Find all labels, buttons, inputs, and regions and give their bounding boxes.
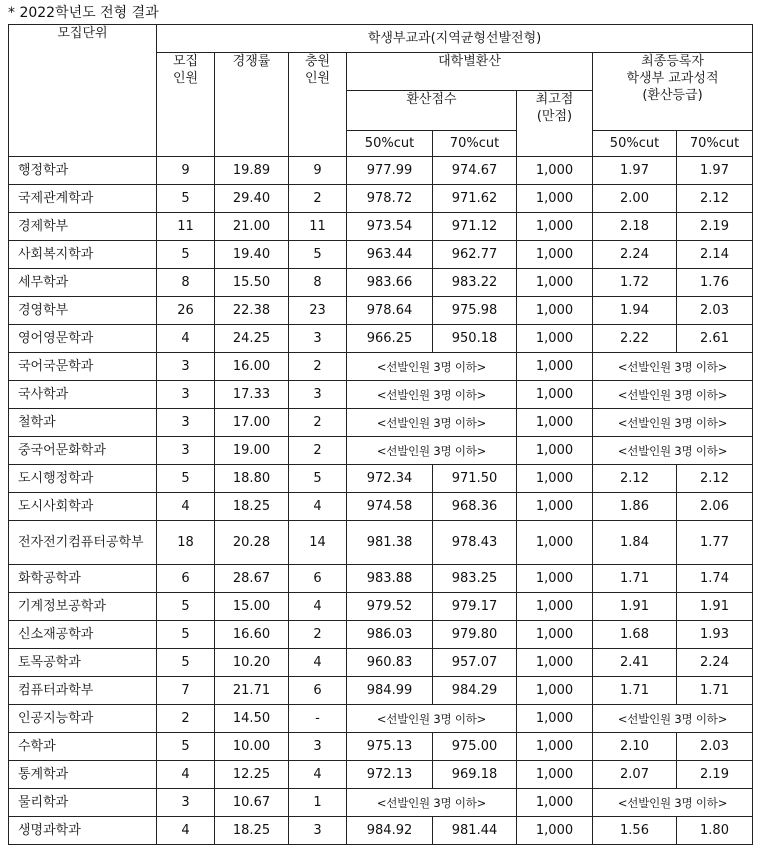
cell-extra: 8 [289, 269, 347, 297]
cell-unit: 행정학과 [9, 157, 157, 185]
cell-grade-50cut: 1.84 [593, 521, 677, 565]
cell-rate: 18.80 [215, 465, 289, 493]
cell-unit: 국제관계학과 [9, 185, 157, 213]
cell-score-70cut: 962.77 [433, 241, 517, 269]
cell-rate: 22.38 [215, 297, 289, 325]
cell-score-50cut: 977.99 [347, 157, 433, 185]
cell-unit: 도시행정학과 [9, 465, 157, 493]
header-track: 학생부교과(지역균형선발전형) [157, 25, 753, 53]
cell-score-note: <선발인원 3명 이하> [347, 705, 517, 733]
cell-extra: 5 [289, 465, 347, 493]
cell-grade-50cut: 2.18 [593, 213, 677, 241]
cell-score-50cut: 963.44 [347, 241, 433, 269]
cell-unit: 경제학부 [9, 213, 157, 241]
cell-quota: 5 [157, 649, 215, 677]
cell-rate: 16.60 [215, 621, 289, 649]
cell-extra: 3 [289, 325, 347, 353]
cell-max: 1,000 [517, 789, 593, 817]
cell-score-50cut: 978.64 [347, 297, 433, 325]
cell-rate: 12.25 [215, 761, 289, 789]
cell-score-70cut: 971.50 [433, 465, 517, 493]
cell-unit: 철학과 [9, 409, 157, 437]
cell-score-70cut: 978.43 [433, 521, 517, 565]
cell-extra: 5 [289, 241, 347, 269]
cell-rate: 18.25 [215, 493, 289, 521]
admission-results-table [8, 24, 753, 845]
table-row [9, 297, 753, 325]
page-title: * 2022학년도 전형 결과 [8, 5, 159, 21]
cell-grade-50cut: 2.12 [593, 465, 677, 493]
cell-score-70cut: 971.12 [433, 213, 517, 241]
header-quota: 모집 인원 [157, 53, 215, 157]
cell-max: 1,000 [517, 353, 593, 381]
cell-grade-50cut: 1.94 [593, 297, 677, 325]
cell-extra: 9 [289, 157, 347, 185]
table-row [9, 789, 753, 817]
cell-quota: 3 [157, 437, 215, 465]
cell-extra: 2 [289, 437, 347, 465]
cell-score-70cut: 983.25 [433, 565, 517, 593]
cell-quota: 2 [157, 705, 215, 733]
cell-grade-70cut: 2.19 [677, 761, 753, 789]
table-row [9, 761, 753, 789]
cell-grade-70cut: 2.12 [677, 465, 753, 493]
table-row [9, 817, 753, 845]
cell-max: 1,000 [517, 465, 593, 493]
header-grade-50cut: 50%cut [593, 131, 677, 157]
cell-max: 1,000 [517, 817, 593, 845]
cell-score-note: <선발인원 3명 이하> [347, 437, 517, 465]
cell-rate: 29.40 [215, 185, 289, 213]
cell-unit: 화학공학과 [9, 565, 157, 593]
cell-grade-70cut: 1.77 [677, 521, 753, 565]
cell-score-70cut: 969.18 [433, 761, 517, 789]
cell-grade-50cut: 1.72 [593, 269, 677, 297]
cell-rate: 15.00 [215, 593, 289, 621]
table-row [9, 241, 753, 269]
header-conversion: 대학별환산 [347, 53, 593, 91]
cell-score-50cut: 972.13 [347, 761, 433, 789]
cell-max: 1,000 [517, 297, 593, 325]
header-rate: 경쟁률 [215, 53, 289, 157]
cell-rate: 17.33 [215, 381, 289, 409]
cell-max: 1,000 [517, 521, 593, 565]
cell-max: 1,000 [517, 593, 593, 621]
cell-rate: 19.40 [215, 241, 289, 269]
cell-score-70cut: 981.44 [433, 817, 517, 845]
header-score-50cut: 50%cut [347, 131, 433, 157]
header-grade-70cut: 70%cut [677, 131, 753, 157]
cell-rate: 19.89 [215, 157, 289, 185]
cell-unit: 생명과학과 [9, 817, 157, 845]
cell-extra: 23 [289, 297, 347, 325]
cell-max: 1,000 [517, 493, 593, 521]
cell-grade-70cut: 1.80 [677, 817, 753, 845]
cell-max: 1,000 [517, 733, 593, 761]
cell-score-70cut: 950.18 [433, 325, 517, 353]
cell-extra: 4 [289, 761, 347, 789]
cell-grade-70cut: 2.12 [677, 185, 753, 213]
table-row [9, 185, 753, 213]
cell-max: 1,000 [517, 381, 593, 409]
cell-quota: 11 [157, 213, 215, 241]
cell-unit: 세무학과 [9, 269, 157, 297]
cell-rate: 17.00 [215, 409, 289, 437]
table-row [9, 269, 753, 297]
cell-grade-50cut: 1.56 [593, 817, 677, 845]
cell-quota: 5 [157, 733, 215, 761]
cell-score-70cut: 968.36 [433, 493, 517, 521]
cell-rate: 20.28 [215, 521, 289, 565]
cell-extra: 14 [289, 521, 347, 565]
cell-score-note: <선발인원 3명 이하> [347, 789, 517, 817]
cell-rate: 15.50 [215, 269, 289, 297]
cell-unit: 물리학과 [9, 789, 157, 817]
cell-rate: 24.25 [215, 325, 289, 353]
table-row [9, 493, 753, 521]
cell-grade-70cut: 2.03 [677, 733, 753, 761]
cell-rate: 14.50 [215, 705, 289, 733]
cell-rate: 21.71 [215, 677, 289, 705]
cell-unit: 전자전기컴퓨터공학부 [9, 521, 157, 565]
cell-unit: 기계정보공학과 [9, 593, 157, 621]
table-row [9, 649, 753, 677]
cell-grade-50cut: 1.71 [593, 565, 677, 593]
cell-grade-50cut: 1.97 [593, 157, 677, 185]
cell-extra: 2 [289, 409, 347, 437]
cell-quota: 8 [157, 269, 215, 297]
cell-grade-50cut: 1.68 [593, 621, 677, 649]
cell-score-50cut: 960.83 [347, 649, 433, 677]
cell-quota: 18 [157, 521, 215, 565]
cell-quota: 3 [157, 381, 215, 409]
table-row [9, 677, 753, 705]
cell-score-70cut: 975.00 [433, 733, 517, 761]
cell-score-50cut: 966.25 [347, 325, 433, 353]
cell-extra: 4 [289, 649, 347, 677]
cell-rate: 18.25 [215, 817, 289, 845]
cell-quota: 5 [157, 185, 215, 213]
header-final-grade: 최종등록자 학생부 교과성적 (환산등급) [593, 53, 753, 131]
cell-grade-note: <선발인원 3명 이하> [593, 381, 753, 409]
cell-quota: 6 [157, 565, 215, 593]
cell-score-50cut: 984.99 [347, 677, 433, 705]
cell-grade-70cut: 1.76 [677, 269, 753, 297]
cell-score-50cut: 986.03 [347, 621, 433, 649]
cell-score-50cut: 974.58 [347, 493, 433, 521]
table-row [9, 521, 753, 565]
cell-score-note: <선발인원 3명 이하> [347, 381, 517, 409]
cell-unit: 중국어문화학과 [9, 437, 157, 465]
cell-quota: 4 [157, 493, 215, 521]
cell-grade-70cut: 1.91 [677, 593, 753, 621]
cell-max: 1,000 [517, 649, 593, 677]
cell-quota: 5 [157, 593, 215, 621]
cell-grade-70cut: 2.24 [677, 649, 753, 677]
cell-rate: 21.00 [215, 213, 289, 241]
cell-quota: 3 [157, 789, 215, 817]
cell-score-70cut: 957.07 [433, 649, 517, 677]
table-row [9, 213, 753, 241]
table-row [9, 409, 753, 437]
cell-grade-70cut: 1.97 [677, 157, 753, 185]
cell-grade-note: <선발인원 3명 이하> [593, 789, 753, 817]
cell-max: 1,000 [517, 409, 593, 437]
cell-rate: 16.00 [215, 353, 289, 381]
cell-unit: 국어국문학과 [9, 353, 157, 381]
cell-grade-50cut: 2.41 [593, 649, 677, 677]
cell-grade-70cut: 2.06 [677, 493, 753, 521]
cell-quota: 3 [157, 409, 215, 437]
cell-grade-note: <선발인원 3명 이하> [593, 705, 753, 733]
table-row [9, 353, 753, 381]
cell-rate: 10.67 [215, 789, 289, 817]
table-row [9, 381, 753, 409]
cell-grade-50cut: 2.10 [593, 733, 677, 761]
cell-score-50cut: 973.54 [347, 213, 433, 241]
cell-score-50cut: 979.52 [347, 593, 433, 621]
cell-extra: 4 [289, 493, 347, 521]
table-row [9, 325, 753, 353]
cell-rate: 10.00 [215, 733, 289, 761]
cell-max: 1,000 [517, 269, 593, 297]
cell-score-50cut: 983.88 [347, 565, 433, 593]
cell-score-70cut: 979.80 [433, 621, 517, 649]
cell-score-50cut: 981.38 [347, 521, 433, 565]
cell-grade-50cut: 1.71 [593, 677, 677, 705]
cell-extra: 6 [289, 565, 347, 593]
cell-rate: 28.67 [215, 565, 289, 593]
cell-unit: 사회복지학과 [9, 241, 157, 269]
cell-extra: 3 [289, 733, 347, 761]
cell-extra: 3 [289, 381, 347, 409]
cell-score-50cut: 984.92 [347, 817, 433, 845]
cell-unit: 신소재공학과 [9, 621, 157, 649]
cell-grade-70cut: 2.19 [677, 213, 753, 241]
cell-max: 1,000 [517, 705, 593, 733]
cell-score-70cut: 979.17 [433, 593, 517, 621]
cell-grade-note: <선발인원 3명 이하> [593, 409, 753, 437]
cell-max: 1,000 [517, 213, 593, 241]
header-extra: 충원 인원 [289, 53, 347, 157]
table-row [9, 593, 753, 621]
cell-max: 1,000 [517, 437, 593, 465]
cell-extra: 4 [289, 593, 347, 621]
cell-extra: 2 [289, 621, 347, 649]
cell-grade-50cut: 1.86 [593, 493, 677, 521]
cell-unit: 컴퓨터과학부 [9, 677, 157, 705]
cell-score-note: <선발인원 3명 이하> [347, 353, 517, 381]
cell-grade-70cut: 1.74 [677, 565, 753, 593]
table-row [9, 621, 753, 649]
cell-rate: 19.00 [215, 437, 289, 465]
cell-score-note: <선발인원 3명 이하> [347, 409, 517, 437]
table-row [9, 437, 753, 465]
cell-unit: 통계학과 [9, 761, 157, 789]
cell-max: 1,000 [517, 761, 593, 789]
cell-unit: 수학과 [9, 733, 157, 761]
cell-unit: 도시사회학과 [9, 493, 157, 521]
cell-max: 1,000 [517, 621, 593, 649]
header-conv-score: 환산점수 [347, 91, 517, 131]
cell-unit: 경영학부 [9, 297, 157, 325]
cell-max: 1,000 [517, 185, 593, 213]
table-row [9, 465, 753, 493]
cell-score-50cut: 983.66 [347, 269, 433, 297]
cell-grade-70cut: 2.03 [677, 297, 753, 325]
cell-max: 1,000 [517, 241, 593, 269]
cell-quota: 5 [157, 241, 215, 269]
cell-quota: 4 [157, 325, 215, 353]
cell-score-50cut: 975.13 [347, 733, 433, 761]
cell-extra: 2 [289, 185, 347, 213]
cell-grade-70cut: 1.71 [677, 677, 753, 705]
cell-quota: 5 [157, 621, 215, 649]
table-row [9, 157, 753, 185]
cell-grade-note: <선발인원 3명 이하> [593, 437, 753, 465]
cell-score-50cut: 972.34 [347, 465, 433, 493]
cell-score-70cut: 975.98 [433, 297, 517, 325]
header-score-70cut: 70%cut [433, 131, 517, 157]
table-row [9, 705, 753, 733]
cell-quota: 3 [157, 353, 215, 381]
cell-score-70cut: 984.29 [433, 677, 517, 705]
cell-extra: 11 [289, 213, 347, 241]
cell-grade-50cut: 2.22 [593, 325, 677, 353]
cell-extra: 2 [289, 353, 347, 381]
cell-quota: 5 [157, 465, 215, 493]
cell-max: 1,000 [517, 157, 593, 185]
cell-extra: - [289, 705, 347, 733]
cell-extra: 3 [289, 817, 347, 845]
cell-grade-50cut: 2.24 [593, 241, 677, 269]
header-unit: 모집단위 [9, 25, 157, 157]
cell-unit: 영어영문학과 [9, 325, 157, 353]
cell-grade-50cut: 1.91 [593, 593, 677, 621]
cell-max: 1,000 [517, 565, 593, 593]
cell-grade-50cut: 2.00 [593, 185, 677, 213]
cell-extra: 6 [289, 677, 347, 705]
cell-score-70cut: 974.67 [433, 157, 517, 185]
cell-max: 1,000 [517, 325, 593, 353]
cell-unit: 인공지능학과 [9, 705, 157, 733]
cell-grade-50cut: 2.07 [593, 761, 677, 789]
cell-score-70cut: 983.22 [433, 269, 517, 297]
cell-grade-70cut: 2.14 [677, 241, 753, 269]
header-max: 최고점 (만점) [517, 91, 593, 157]
cell-quota: 4 [157, 817, 215, 845]
table-row [9, 565, 753, 593]
cell-quota: 26 [157, 297, 215, 325]
cell-quota: 7 [157, 677, 215, 705]
cell-score-50cut: 978.72 [347, 185, 433, 213]
cell-unit: 토목공학과 [9, 649, 157, 677]
cell-grade-70cut: 2.61 [677, 325, 753, 353]
cell-rate: 10.20 [215, 649, 289, 677]
cell-max: 1,000 [517, 677, 593, 705]
cell-grade-70cut: 1.93 [677, 621, 753, 649]
cell-score-70cut: 971.62 [433, 185, 517, 213]
cell-extra: 1 [289, 789, 347, 817]
cell-quota: 9 [157, 157, 215, 185]
cell-grade-note: <선발인원 3명 이하> [593, 353, 753, 381]
cell-unit: 국사학과 [9, 381, 157, 409]
table-row [9, 733, 753, 761]
cell-quota: 4 [157, 761, 215, 789]
